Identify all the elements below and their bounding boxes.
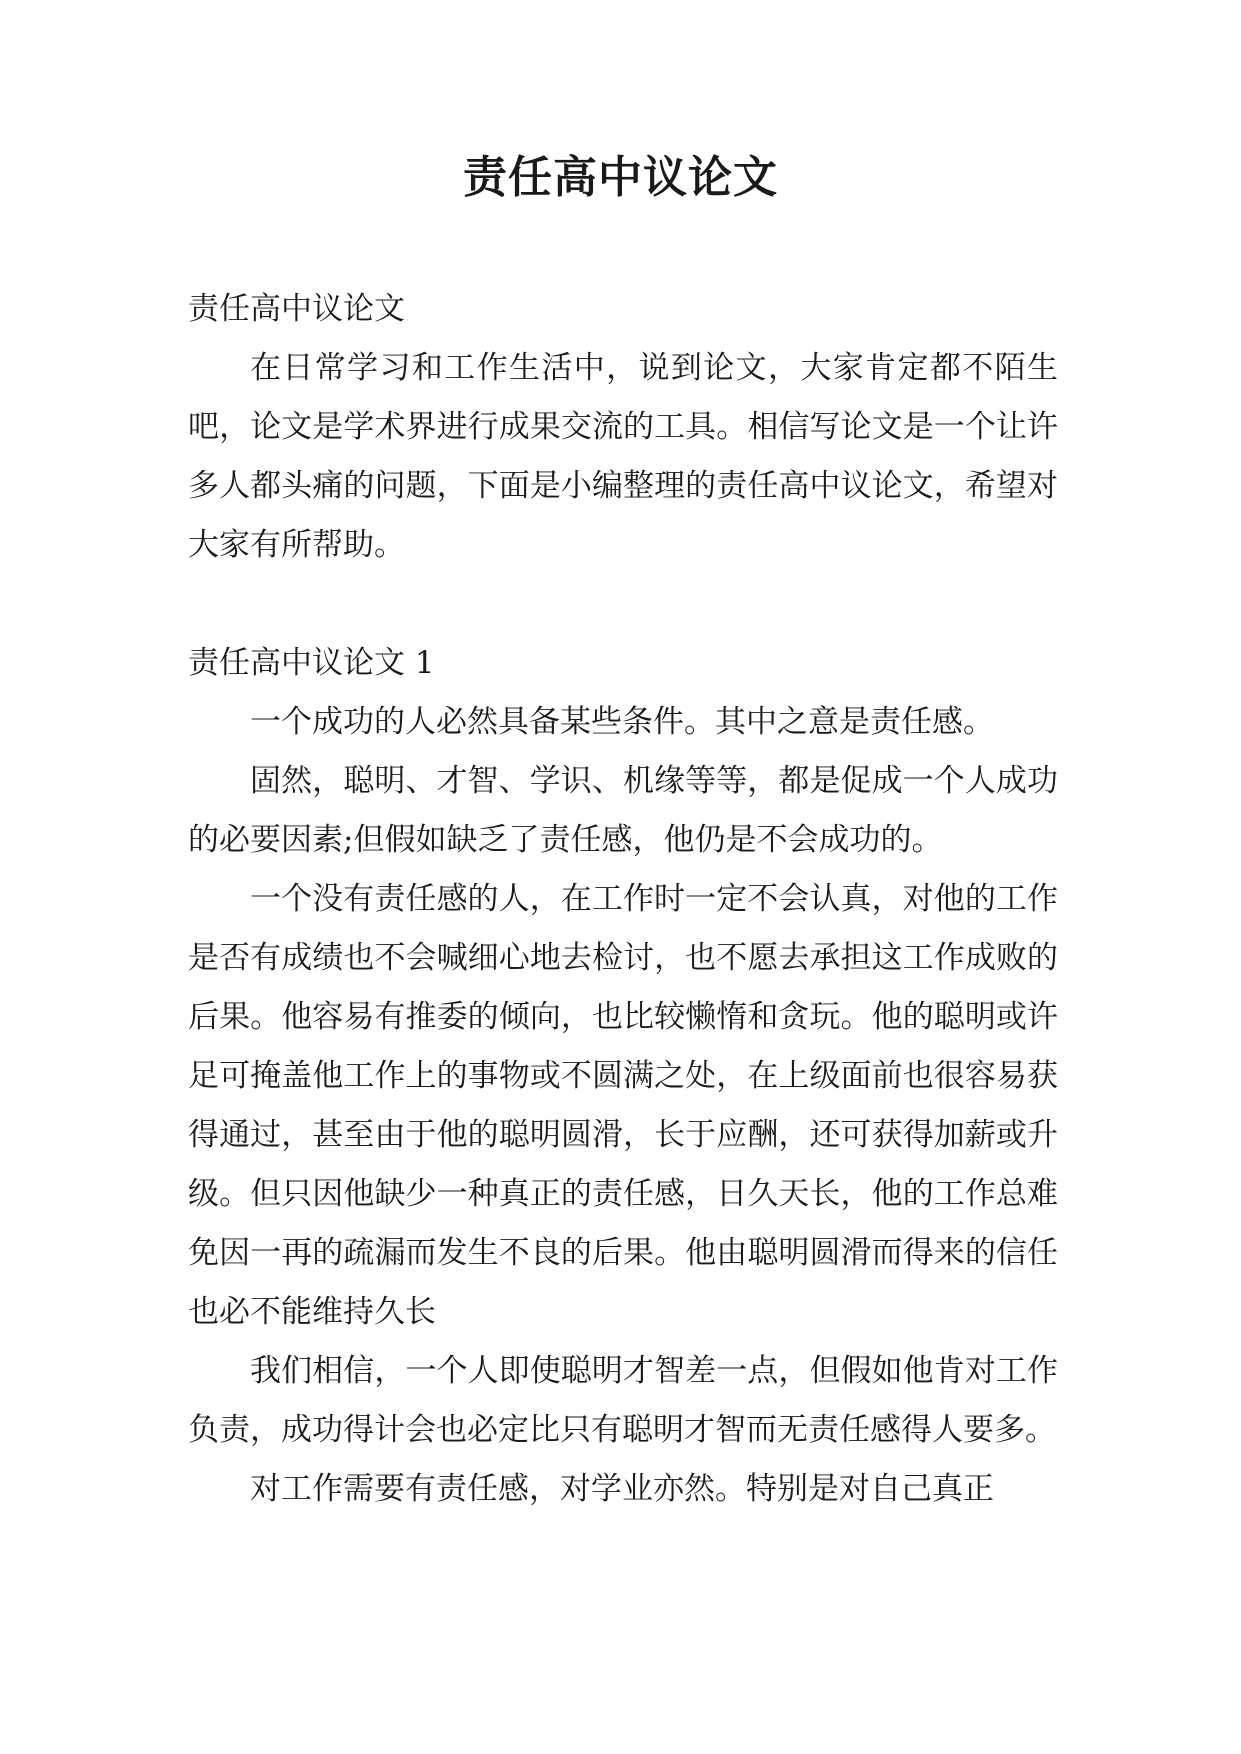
body-paragraph: 一个没有责任感的人，在工作时一定不会认真，对他的工作是否有成绩也不会喊细心地去检讨，也不愿去承担这工作成败的后果。他容易有推委的倾向，也比较懒惰和贪玩。他的聪明或许足可掩盖他工作上的事物或不圆满之处，在上级面前也很容易获得通过，甚至由于他的聪明圆滑，长于应酬，还可获得加薪或升级。但只因他缺少一种真正的责任感，日久天长，他的工作总难免因一再的疏漏而发生不良的后果。他由聪明圆滑而得来的信任也必不能维持久长 xyxy=(188,881,1058,1330)
intro-heading: 责任高中议论文 xyxy=(188,291,405,327)
paragraph-spacer xyxy=(188,575,1058,634)
intro-paragraph: 在日常学习和工作生活中，说到论文，大家肯定都不陌生吧，论文是学术界进行成果交流的工具。相信写论文是一个让许多人都头痛的问题，下面是小编整理的责任高中议论文，希望对大家有所帮助。 xyxy=(188,350,1058,563)
document-body xyxy=(188,280,1058,1519)
body-paragraph: 我们相信，一个人即使聪明才智差一点，但假如他肯对工作负责，成功得计会也必定比只有聪明才智而无责任感得人要多。 xyxy=(188,1353,1058,1448)
page-title: 责任高中议论文 xyxy=(463,152,778,203)
body-paragraph: 固然，聪明、才智、学识、机缘等等，都是促成一个人成功的必要因素;但假如缺乏了责任感，他仍是不会成功的。 xyxy=(188,763,1058,858)
section-heading: 责任高中议论文 1 xyxy=(188,645,435,681)
body-paragraph: 一个成功的人必然具备某些条件。其中之意是责任感。 xyxy=(250,704,994,740)
body-paragraph: 对工作需要有责任感，对学业亦然。特别是对自己真正 xyxy=(250,1471,994,1507)
